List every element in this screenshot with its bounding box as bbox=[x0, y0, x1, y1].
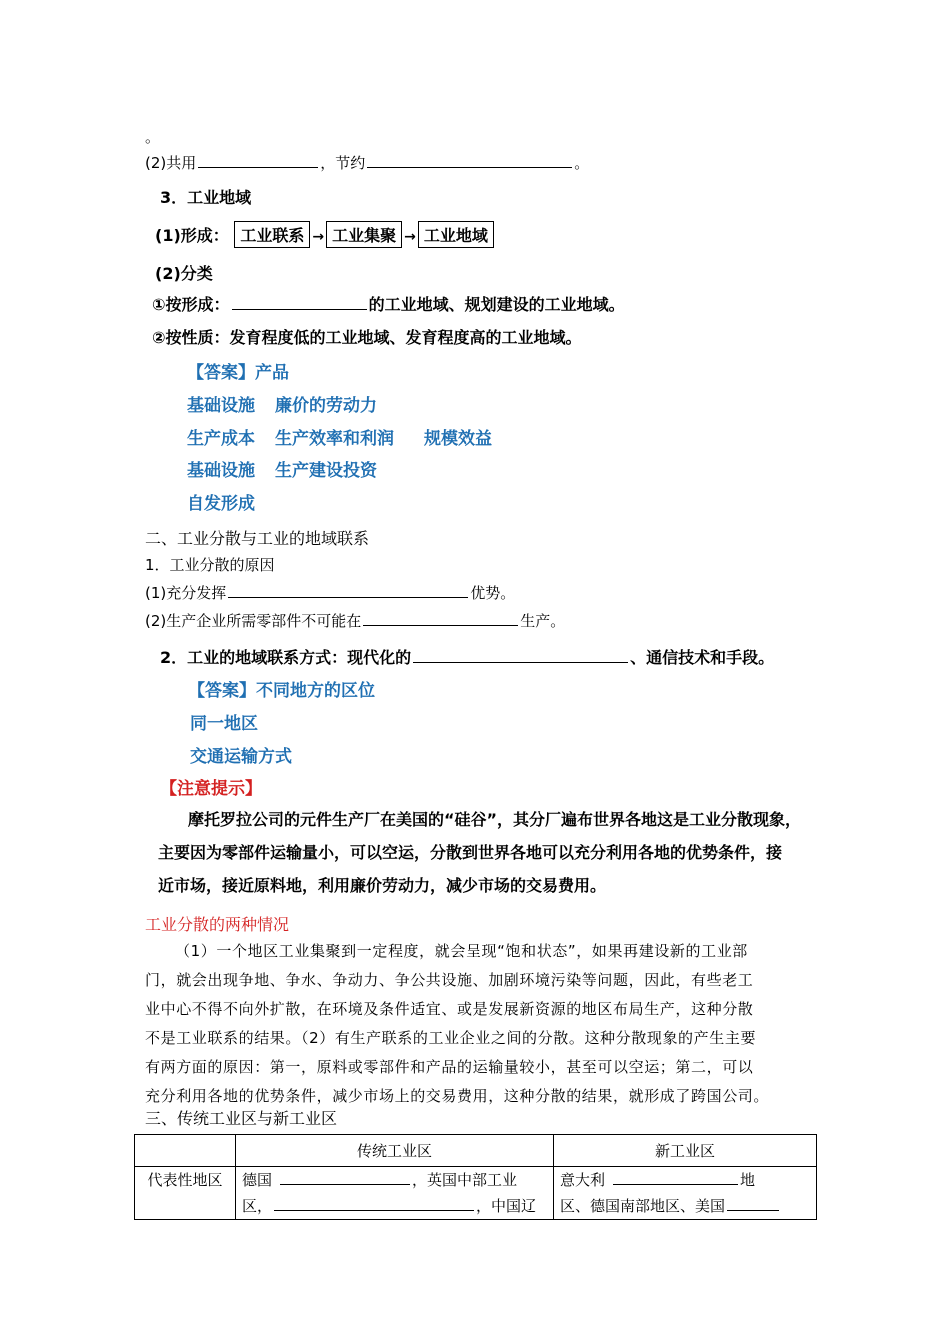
by-formation-suffix: 的工业地域、规划建设的工业地域。 bbox=[368, 295, 625, 314]
dispersion-line: 业中心不得不向外扩散，在环境及条件适宜、或是发展新资源的地区布局生产，这种分散 bbox=[145, 1000, 754, 1018]
arrow-right-icon: → bbox=[312, 229, 325, 245]
cell-text: 区， bbox=[242, 1197, 273, 1215]
blank-germany[interactable] bbox=[280, 1169, 410, 1185]
cell-traditional bbox=[236, 1167, 554, 1220]
notice-title: 【注意提示】 bbox=[160, 779, 262, 799]
table-header-row bbox=[135, 1135, 817, 1167]
classification-by-nature: ②按性质：发育程度低的工业地域、发育程度高的工业地域。 bbox=[152, 328, 582, 347]
arrow-right-icon: → bbox=[404, 229, 416, 245]
item-prefix: (1)充分发挥 bbox=[145, 584, 227, 602]
notice-line: 主要因为零部件运输量小，可以空运，分散到世界各地可以充分利用各地的优势条件，接 bbox=[158, 843, 783, 862]
answer-2-line-2: 同一地区 bbox=[190, 714, 258, 734]
table-row bbox=[135, 1167, 817, 1220]
by-formation-prefix: ①按形成： bbox=[152, 295, 230, 314]
cell-text: 意大利 bbox=[560, 1171, 606, 1189]
answer-line-5: 自发形成 bbox=[187, 494, 255, 514]
dispersion-line: 有两方面的原因：第一，原料或零部件和产品的运输量较小，甚至可以空运；第二，可以 bbox=[145, 1058, 754, 1076]
industrial-zones-table bbox=[134, 1134, 817, 1220]
notice-line: 近市场，接近原料地，利用廉价劳动力，减少市场的交易费用。 bbox=[158, 876, 607, 895]
dispersion-line: 门，就会出现争地、争水、争动力、争公共设施、加剧环境污染等问题，因此，有些老工 bbox=[145, 971, 754, 989]
item-suffix: 生产。 bbox=[520, 612, 566, 630]
formation-flow bbox=[155, 221, 494, 248]
item-suffix: 、通信技术和手段。 bbox=[630, 648, 775, 667]
flow-box-linkage: 工业联系 bbox=[234, 221, 310, 248]
cell-new bbox=[554, 1167, 817, 1220]
notice-body bbox=[158, 803, 823, 902]
answer-text: 生产效率和利润 bbox=[275, 429, 394, 449]
table-header-empty bbox=[135, 1135, 236, 1167]
answer-line-2 bbox=[187, 391, 377, 416]
row-label-text: 代表性地区 bbox=[147, 1171, 223, 1189]
item-prefix: (2)生产企业所需零部件不可能在 bbox=[145, 612, 362, 630]
section-3-title: 3．工业地域 bbox=[160, 188, 252, 207]
classification-by-formation bbox=[152, 292, 625, 315]
dispersion-title: 工业分散的两种情况 bbox=[145, 915, 290, 934]
leading-period: 。 bbox=[145, 128, 161, 146]
item-2-suffix: 。 bbox=[574, 154, 590, 172]
answer-text: 生产建设投资 bbox=[275, 461, 377, 481]
blank-advantage[interactable] bbox=[228, 582, 468, 598]
flow-box-region: 工业地域 bbox=[418, 221, 494, 248]
item-2-shared-cost bbox=[145, 152, 589, 173]
answer-tag: 【答案】 bbox=[188, 681, 256, 701]
dispersion-line: （1）一个地区工业集聚到一定程度，就会呈现“饱和状态”，如果再建设新的工业部 bbox=[175, 942, 748, 960]
blank-transport[interactable] bbox=[413, 647, 628, 663]
item-2-prefix: (2)共用 bbox=[145, 154, 197, 172]
blank-same-region[interactable] bbox=[363, 610, 518, 626]
row-label bbox=[135, 1167, 236, 1220]
dispersion-line: 不是工业联系的结果。（2）有生产联系的工业企业之间的分散。这种分散现象的产生主要 bbox=[145, 1029, 757, 1047]
formation-label: (1)形成： bbox=[155, 226, 229, 245]
blank-uk[interactable] bbox=[274, 1195, 474, 1211]
item-suffix: 优势。 bbox=[470, 584, 516, 602]
dispersion-line: 充分利用各地的优势条件，减少市场上的交易费用，这种分散的结果，就形成了跨国公司。 bbox=[145, 1087, 770, 1105]
answer-text: 不同地方的区位 bbox=[256, 681, 375, 701]
table-header-traditional: 传统工业区 bbox=[236, 1135, 554, 1167]
answer-tag: 【答案】 bbox=[187, 363, 255, 383]
cell-text: ，中国辽 bbox=[476, 1197, 537, 1215]
section-3-title-cn: 三、传统工业区与新工业区 bbox=[145, 1109, 338, 1128]
classification-title: (2)分类 bbox=[155, 264, 213, 283]
answer-text: 生产成本 bbox=[187, 429, 255, 449]
section-2-2 bbox=[160, 645, 774, 668]
item-2-middle: ，节约 bbox=[320, 154, 366, 172]
cell-text: 地 bbox=[740, 1171, 756, 1189]
section-2-title: 二、工业分散与工业的地域联系 bbox=[145, 529, 370, 548]
answer-2-line-3: 交通运输方式 bbox=[190, 747, 292, 767]
answer-text: 规模效益 bbox=[424, 429, 492, 449]
blank-shared[interactable] bbox=[198, 152, 318, 168]
answer-line-1 bbox=[187, 358, 289, 383]
cell-text: 区、德国南部地区、美国 bbox=[560, 1197, 726, 1215]
blank-italy[interactable] bbox=[613, 1169, 738, 1185]
answer-text: 基础设施 bbox=[187, 396, 255, 416]
answer-text: 基础设施 bbox=[187, 461, 255, 481]
answer-2-line-1 bbox=[188, 676, 375, 701]
blank-usa[interactable] bbox=[727, 1195, 779, 1211]
blank-formation[interactable] bbox=[232, 294, 367, 310]
answer-line-3 bbox=[187, 424, 492, 449]
flow-box-agglomeration: 工业集聚 bbox=[326, 221, 402, 248]
table-header-new: 新工业区 bbox=[554, 1135, 817, 1167]
notice-line: 摩托罗拉公司的元件生产厂在美国的“硅谷”，其分厂遍布世界各地这是工业分散现象， bbox=[188, 810, 802, 829]
answer-text: 产品 bbox=[255, 363, 289, 383]
section-2-1-item-1 bbox=[145, 582, 515, 603]
item-prefix: 2．工业的地域联系方式：现代化的 bbox=[160, 648, 412, 667]
answer-line-4 bbox=[187, 456, 377, 481]
answer-text: 廉价的劳动力 bbox=[275, 396, 377, 416]
cell-text: ，英国中部工业 bbox=[412, 1171, 518, 1189]
section-2-1-title: 1．工业分散的原因 bbox=[145, 556, 275, 574]
dispersion-body bbox=[145, 937, 810, 1111]
cell-text: 德国 bbox=[242, 1171, 273, 1189]
section-2-1-item-2 bbox=[145, 610, 565, 631]
blank-saved[interactable] bbox=[367, 152, 572, 168]
